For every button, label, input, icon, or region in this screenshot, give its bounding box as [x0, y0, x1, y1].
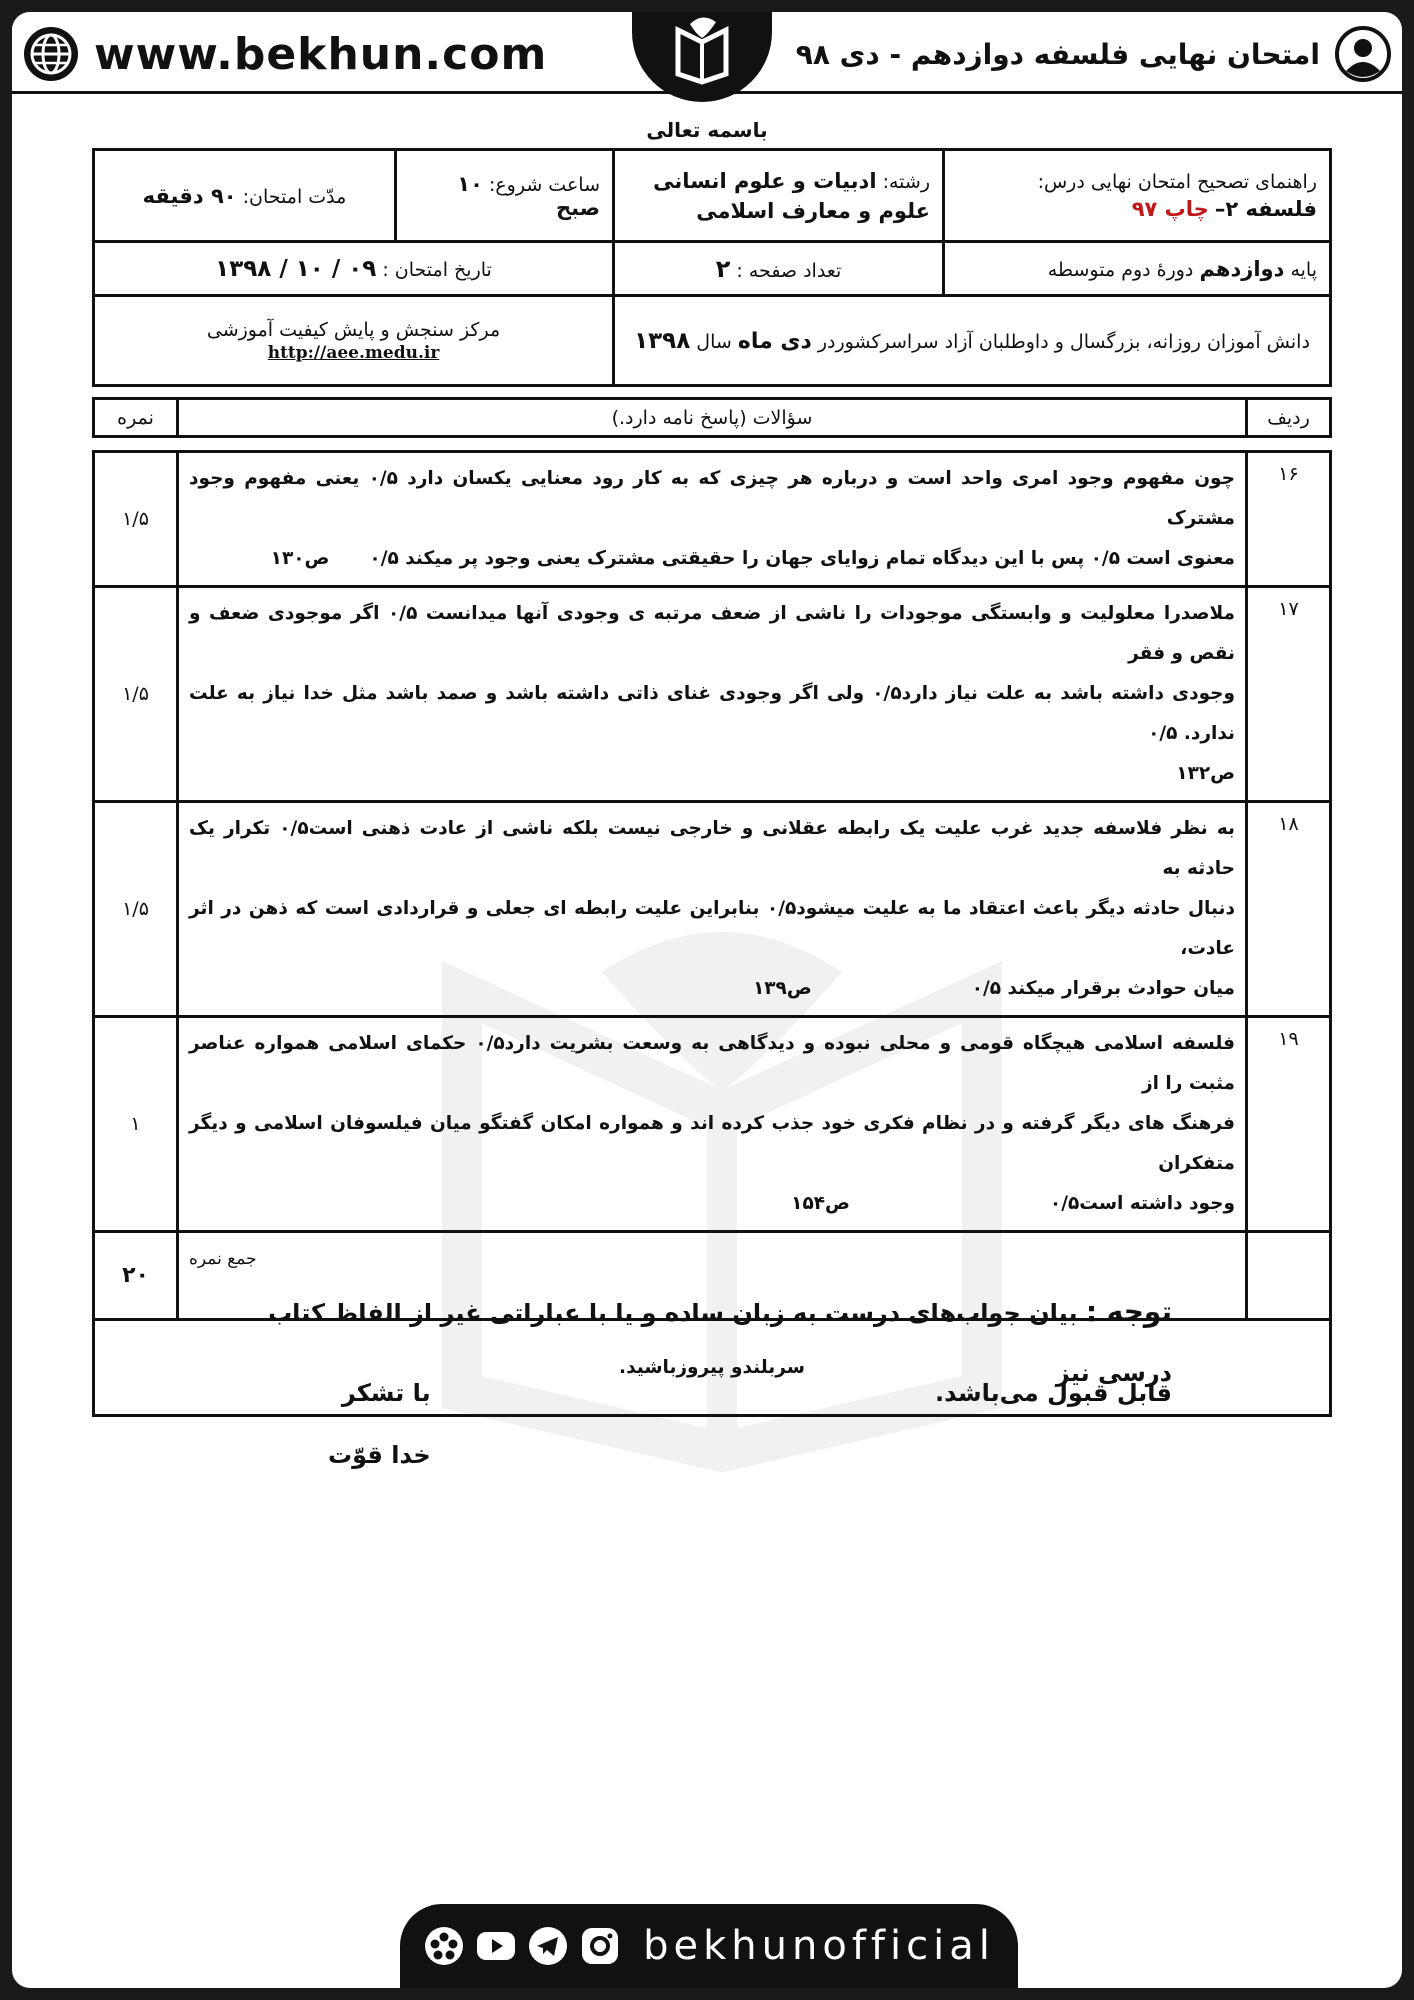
table-row: [94, 1017, 1331, 1232]
answer-text: [178, 587, 1247, 802]
exam-info-table: [92, 148, 1332, 387]
students-cell: [614, 296, 1331, 386]
thanks-text: با تشکر: [341, 1379, 431, 1407]
question-number: ۱۹: [1247, 1017, 1331, 1232]
duration-value: ۹۰ دقیقه: [142, 183, 237, 208]
total-label: جمع نمره: [178, 1232, 1247, 1320]
bekhun-logo-icon: [660, 12, 744, 94]
question-score: ۱: [94, 1017, 178, 1232]
note-label: توجه :: [1085, 1295, 1172, 1328]
pages-label: تعداد صفحه :: [736, 259, 842, 282]
social-handle[interactable]: bekhunofficial: [643, 1923, 995, 1969]
site-url: www.bekhun.com: [94, 28, 548, 80]
telegram-icon[interactable]: [527, 1925, 569, 1967]
start-time-cell: [396, 150, 614, 242]
answer-line: میان حوادث برقرار میکند ۰/۵: [971, 978, 1235, 999]
social-footer: [400, 1904, 1018, 1988]
answer-text: [178, 802, 1247, 1017]
answer-key-document: [82, 112, 1332, 1417]
duration-cell: [94, 150, 396, 242]
date-value: ۰۹ / ۱۰ / ۱۳۹۸: [215, 255, 377, 282]
answer-line: دنبال حادثه دیگر باعث اعتقاد ما به علیت میشود۰/۵ بنابراین علیت رابطه ای جعلی و قراردادی است که ذهن در اثر عادت،: [189, 898, 1235, 959]
page-reference: ص۱۳۰: [270, 548, 330, 569]
question-score: ۱/۵: [94, 587, 178, 802]
date-label: تاریخ امتحان :: [382, 258, 492, 281]
page: [12, 12, 1402, 1988]
question-score: ۱/۵: [94, 452, 178, 587]
answer-line: معنوی است ۰/۵ پس با این دیدگاه تمام زوایای جهان را حقیقتی مشترک یعنی وجود پر میکند ۰/۵: [369, 548, 1235, 569]
start-label: ساعت شروع:: [488, 173, 600, 196]
duration-label: مدّت امتحان:: [242, 185, 347, 208]
center-url-link[interactable]: http://aee.medu.ir: [267, 342, 440, 363]
exam-date-cell: [94, 242, 614, 296]
exam-year: ۱۳۹۸: [634, 327, 691, 354]
answer-line: چون مفهوم وجود امری واحد است و درباره هر چیزی که به کار رود معنایی یکسان دارد ۰/۵ یعنی مفهوم وجود مشترک: [189, 468, 1235, 529]
instagram-icon[interactable]: [579, 1925, 621, 1967]
page-reference: ص۱۵۴: [791, 1193, 850, 1214]
year-label: سال: [696, 330, 732, 353]
table-row: [94, 802, 1331, 1017]
website-link[interactable]: [22, 24, 547, 84]
user-avatar-icon: [1334, 25, 1392, 83]
course-name: فلسفه ۲–: [1214, 196, 1317, 221]
signoff: [328, 1362, 431, 1486]
field-cell: [614, 150, 944, 242]
film-reel-icon[interactable]: [423, 1925, 465, 1967]
questions-header: سؤالات (پاسخ نامه دارد.): [178, 399, 1247, 437]
answer-line: وجود داشته است۰/۵: [1049, 1193, 1235, 1214]
question-number: ۱۸: [1247, 802, 1331, 1017]
farewell-text: خدا قوّت: [328, 1441, 431, 1469]
note-text-2: قابل قبول می‌باشد.: [935, 1379, 1172, 1407]
answer-line: فرهنگ های دیگر گرفته و در نظام فکری خود جذب کرده اند و همواره امکان گفتگو میان فیلسوفان اسلامی و دیگر متفکران: [189, 1113, 1235, 1174]
center-name: مرکز سنجش و پایش کیفیت آموزشی: [206, 318, 501, 341]
field-value: ادبیات و علوم انسانی: [653, 168, 877, 193]
table-row: [94, 452, 1331, 587]
score-header: نمره: [94, 399, 178, 437]
total-spacer: [1247, 1232, 1331, 1320]
bismillah: باسمه تعالی: [646, 118, 768, 142]
top-bar: [12, 12, 1402, 94]
exam-month: دی ماه: [737, 328, 812, 354]
print-year: چاپ ۹۷: [1131, 196, 1209, 221]
brand-logo[interactable]: [632, 12, 772, 102]
field-label: رشته:: [882, 170, 930, 193]
field-value-2: علوم و معارف اسلامی: [696, 198, 930, 223]
guide-label: راهنمای تصحیح امتحان نهایی درس:: [1037, 170, 1317, 193]
answer-text: [178, 452, 1247, 587]
answers-table: [92, 450, 1332, 1417]
grade-cell: [944, 242, 1331, 296]
row-header: ردیف: [1247, 399, 1331, 437]
start-value: ۱۰ صبح: [457, 171, 600, 220]
total-score: ۲۰: [94, 1232, 178, 1320]
course-cell: [944, 150, 1331, 242]
answer-line: وجودی داشته باشد به علت نیاز دارد۰/۵ ولی اگر وجودی غنای ذاتی داشته باشد و صمد باشد مثل خدا نیاز به علت ندارد. ۰/۵: [189, 683, 1235, 744]
exam-title-text: امتحان نهایی فلسفه دوازدهم - دی ۹۸: [795, 37, 1320, 71]
answer-line: ملاصدرا معلولیت و وابستگی موجودات را ناشی از ضعف مرتبه ی وجودی آنها میدانست ۰/۵ اگر موجودی ضعف و نقص و فقر: [189, 603, 1235, 664]
pages-value: ۲: [715, 254, 731, 283]
globe-icon: [22, 25, 80, 83]
answer-line: فلسفه اسلامی هیچگاه قومی و محلی نبوده و دیدگاهی به وسعت بشریت دارد۰/۵ حکمای اسلامی همواره عناصر مثبت را از: [189, 1033, 1235, 1094]
answer-text: [178, 1017, 1247, 1232]
question-number: ۱۶: [1247, 452, 1331, 587]
page-reference: ص۱۳۹: [752, 978, 812, 999]
youtube-icon[interactable]: [475, 1925, 517, 1967]
grade-value: دوازدهم: [1199, 256, 1285, 281]
note-text: بیان جواب‌های درست به زبان ساده و یا با عباراتی غیر از الفاظ کتاب درسی نیز: [268, 1299, 1172, 1387]
page-count-cell: [614, 242, 944, 296]
question-number: ۱۷: [1247, 587, 1331, 802]
answer-line: به نظر فلاسفه جدید غرب علیت یک رابطه عقلانی و خارجی نیست بلکه ناشی از عادت ذهنی است۰/۵ تکرار یک حادثه به: [189, 818, 1235, 879]
students-text: دانش آموزان روزانه، بزرگسال و داوطلبان آزاد سراسرکشوردر: [817, 330, 1310, 353]
closing-message: سربلندو پیروزباشید.: [94, 1320, 1331, 1416]
page-reference: ص۱۳۲: [1176, 763, 1235, 784]
exam-title: [796, 24, 1392, 84]
questions-header-table: [92, 397, 1332, 438]
question-score: ۱/۵: [94, 802, 178, 1017]
grade-suffix: دورهٔ دوم متوسطه: [1047, 258, 1194, 281]
grade-prefix: پایه: [1290, 258, 1317, 281]
table-row: [94, 587, 1331, 802]
center-cell: [94, 296, 614, 386]
